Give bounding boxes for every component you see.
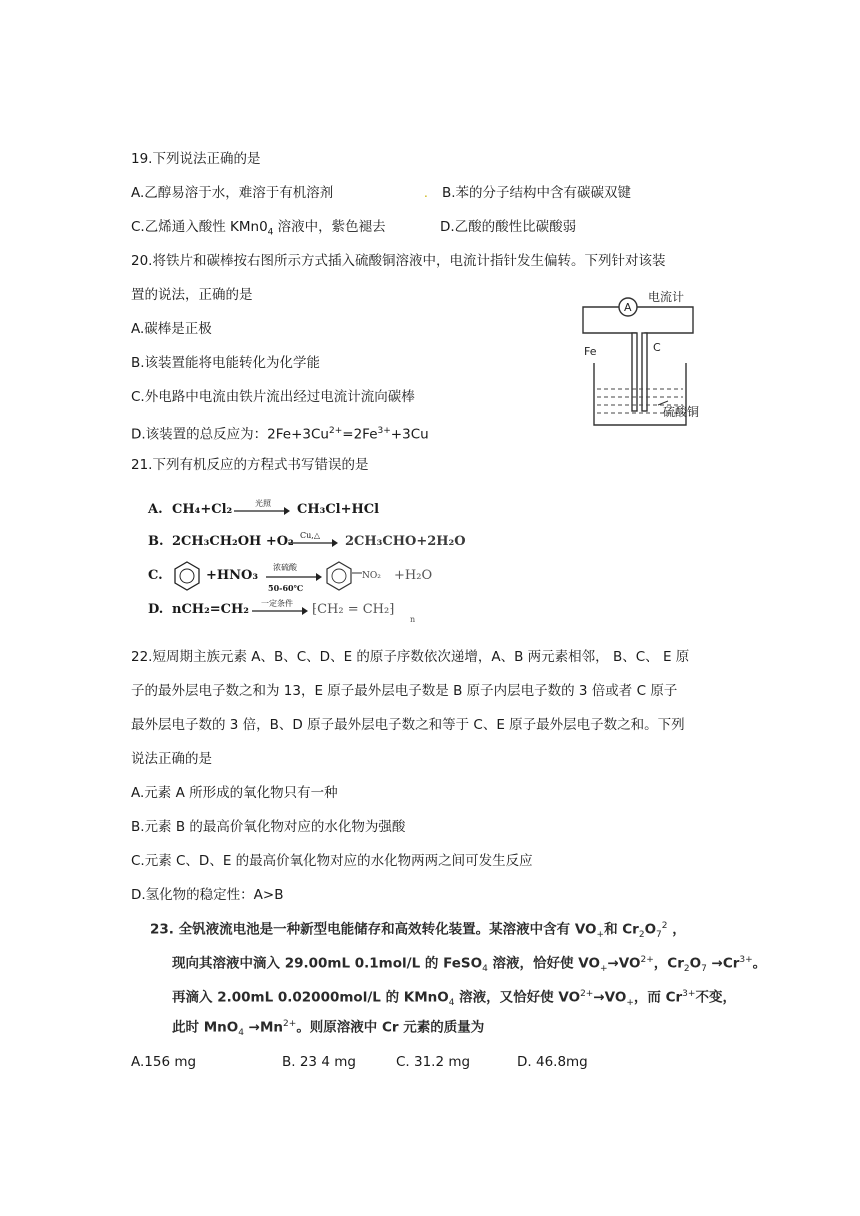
reaction-c-right: +H₂O <box>394 568 433 583</box>
q19-stem: 19.下列说法正确的是 <box>131 151 261 167</box>
reaction-arrow <box>234 506 290 516</box>
fe-label: Fe <box>584 345 597 358</box>
reaction-c-condition-bottom: 50-60℃ <box>268 583 304 593</box>
reaction-arrow <box>288 538 338 548</box>
q23-option-a: A.156 mg <box>131 1054 197 1070</box>
reaction-a-condition: 光照 <box>255 499 271 508</box>
benzene-ring-icon <box>172 560 202 592</box>
q22-option-b: B.元素 B 的最高价氧化物对应的水化物为强酸 <box>131 819 406 835</box>
reaction-d-n: n <box>410 615 416 624</box>
q20-option-c: C.外电路中电流由铁片流出经过电流计流向碳棒 <box>131 389 415 405</box>
nitrobenzene-ring-icon <box>324 560 354 592</box>
q20-stem-line2: 置的说法，正确的是 <box>131 287 253 303</box>
q22-option-c: C.元素 C、D、E 的最高价氧化物对应的水化物两两之间可发生反应 <box>131 853 533 869</box>
reaction-c-condition-top: 浓硫酸 <box>273 563 297 572</box>
reaction-a-right: CH₃Cl+HCl <box>297 502 380 517</box>
carbon-electrode <box>642 333 647 411</box>
reaction-d-label: D. <box>148 602 164 617</box>
q23-line4: 此时 $MnO_4 \to Mn^{2+}$。则原溶液中 Cr 元素的质量为 <box>172 1019 485 1039</box>
bond-line <box>352 570 362 576</box>
ammeter-label: 电流计 <box>648 290 685 304</box>
q20-option-b: B.该装置能将电能转化为化学能 <box>131 355 321 371</box>
q23-option-b: B. 23 4 mg <box>282 1054 356 1070</box>
q20-stem-line1: 20.将铁片和碳棒按右图所示方式插入硫酸铜溶液中，电流计指针发生偏转。下列针对该装 <box>131 253 666 269</box>
reaction-d-right: ⁅CH₂ = CH₂⁆ <box>312 602 395 617</box>
q22-stem-line4: 说法正确的是 <box>131 751 212 767</box>
reaction-arrow <box>252 606 308 616</box>
reaction-a-label: A. <box>148 502 163 517</box>
q23-line1: 23. 全钒液流电池是一种新型电能储存和高效转化装置。某溶液中含有 $VO_+$和 $Cr_2O_7^2$ ， <box>150 921 686 941</box>
q22-stem-line2: 子的最外层电子数之和为 13，E 原子最外层电子数是 B 原子内层电子数的 3 倍或者 C 原子 <box>131 683 678 699</box>
q22-option-d: D.氢化物的稳定性：A>B <box>131 887 284 903</box>
reaction-c-left: +HNO₃ <box>206 568 259 583</box>
reaction-a-left: CH₄+Cl₂ <box>172 502 233 517</box>
q20-option-a: A.碳棒是正极 <box>131 321 212 337</box>
reaction-b-condition: Cu,△ <box>300 531 320 540</box>
q22-stem-line3: 最外层电子数的 3 倍，B、D 原子最外层电子数之和等于 C、E 原子最外层电子数之和。下列 <box>131 717 685 733</box>
q23-option-d: D. 46.8mg <box>517 1054 588 1070</box>
reaction-arrow <box>266 572 322 582</box>
q22-option-a: A.元素 A 所形成的氧化物只有一种 <box>131 785 338 801</box>
reaction-b-right: 2CH₃CHO+2H₂O <box>345 534 466 549</box>
galvanic-cell-figure <box>578 285 718 440</box>
reaction-b-label: B. <box>148 534 164 549</box>
q19-option-b: B.苯的分子结构中含有碳碳双键 <box>442 185 632 201</box>
q23-line2: 现向其溶液中滴入 29.00mL 0.1mol/L 的 FeSO$_4$ 溶液，恰好使 $VO_+\to VO^{2+}$，$Cr_2O_7 \to Cr^{3+}$。 <box>172 955 767 975</box>
solution-label: 硫酸铜 <box>663 405 700 419</box>
q23-line3: 再滴入 2.00mL 0.02000mol/L 的 KMnO$_4$ 溶液，又恰好使 $VO^{2+}\to VO_+$，而 $Cr^{3+}$不变， <box>172 989 736 1009</box>
nitro-group-label: NO₂ <box>362 571 381 581</box>
scan-speck: . <box>424 186 428 200</box>
q22-stem-line1: 22.短周期主族元素 A、B、C、D、E 的原子序数依次递增，A、B 两元素相邻， B、C、 E 原 <box>131 649 690 665</box>
reaction-c-label: C. <box>148 568 163 583</box>
iron-electrode <box>632 333 637 411</box>
q20-option-d: D.该装置的总反应为：$2Fe+3Cu^{2+}=2Fe^{3+}+3Cu$ <box>131 426 429 443</box>
q23-option-c: C. 31.2 mg <box>396 1054 471 1070</box>
reaction-d-condition: 一定条件 <box>261 599 293 608</box>
q19-option-d: D.乙酸的酸性比碳酸弱 <box>440 219 577 235</box>
reaction-b-left: 2CH₃CH₂OH +O₂ <box>172 534 294 549</box>
q19-option-a: A.乙醇易溶于水，难溶于有机溶剂 <box>131 185 334 201</box>
q21-stem: 21.下列有机反应的方程式书写错误的是 <box>131 457 369 473</box>
reaction-d-left: nCH₂=CH₂ <box>172 602 249 617</box>
q19-option-c: C.乙烯通入酸性 $KMn0_4$ 溶液中，紫色褪去 <box>131 219 386 238</box>
ammeter-letter: A <box>624 301 632 314</box>
c-label: C <box>653 341 661 354</box>
